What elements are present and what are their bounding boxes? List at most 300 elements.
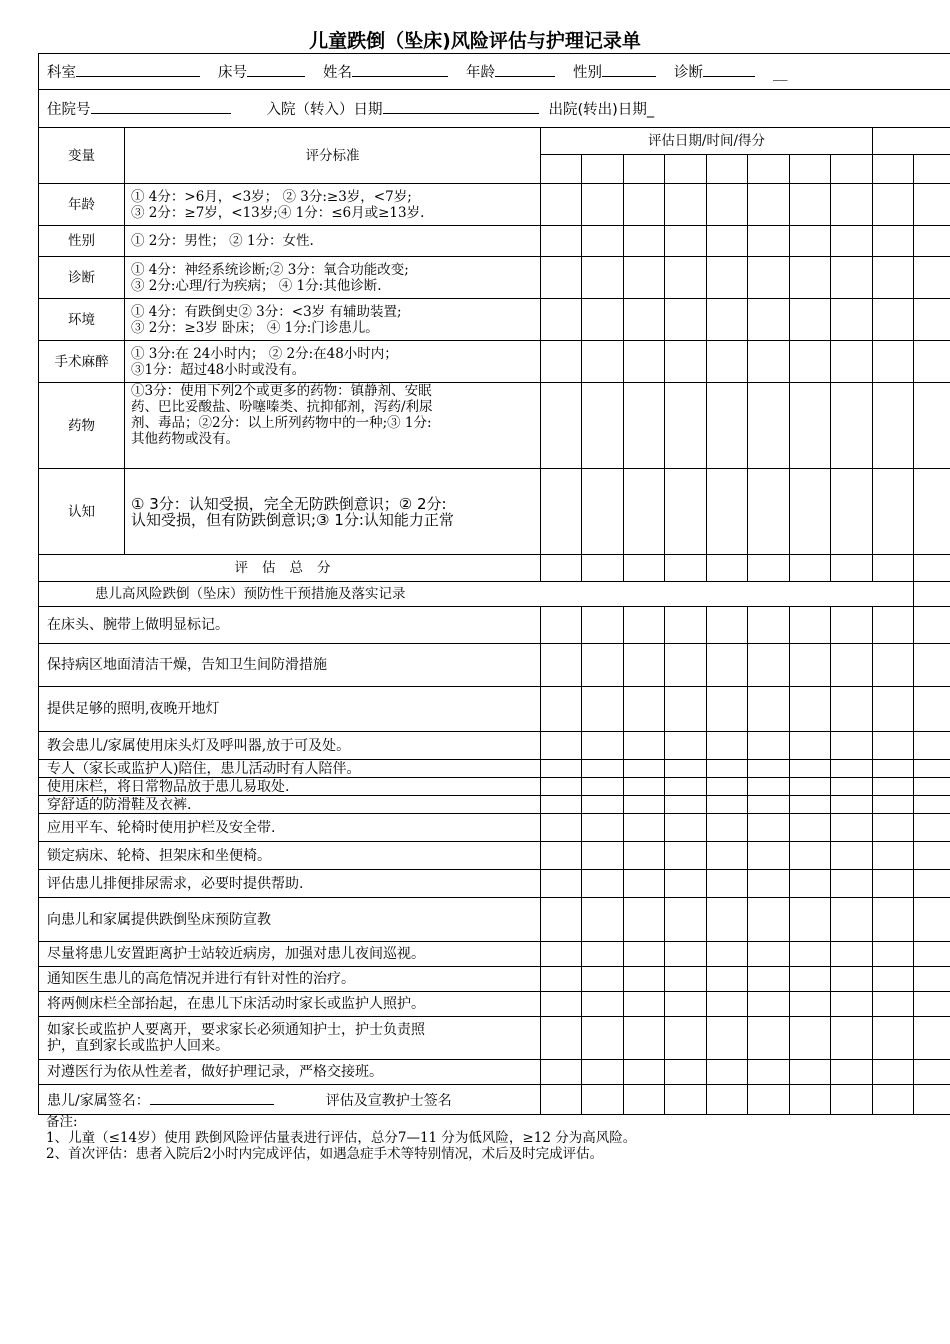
score-cell[interactable] [914, 842, 950, 870]
score-cell[interactable] [665, 644, 707, 687]
score-cell[interactable] [790, 607, 831, 644]
info-field-blank[interactable] [703, 63, 755, 77]
score-cell[interactable] [582, 870, 624, 898]
score-cell[interactable] [873, 607, 914, 644]
measure-row [39, 1017, 950, 1060]
score-cell[interactable] [582, 942, 624, 967]
score-cell[interactable] [873, 257, 914, 299]
score-cell[interactable] [707, 687, 748, 732]
header-variable [39, 128, 125, 184]
score-cell[interactable] [831, 942, 873, 967]
score-cell[interactable] [790, 796, 831, 814]
score-cell[interactable] [541, 1017, 582, 1060]
score-cell[interactable] [790, 383, 831, 469]
score-cell[interactable] [873, 778, 914, 796]
score-cell[interactable] [541, 644, 582, 687]
score-cell[interactable] [914, 299, 950, 341]
score-cell[interactable] [665, 778, 707, 796]
score-cell[interactable] [624, 1085, 665, 1115]
admission-no-label: 住院号 [47, 101, 91, 118]
score-cell[interactable] [541, 814, 582, 842]
info-field [573, 63, 656, 81]
score-cell[interactable] [831, 1060, 873, 1085]
score-cell[interactable] [624, 732, 665, 760]
score-cell[interactable] [873, 1085, 914, 1115]
score-cell[interactable] [707, 967, 748, 992]
score-cell[interactable] [831, 341, 873, 383]
score-cell[interactable] [541, 226, 582, 257]
score-cell[interactable] [873, 992, 914, 1017]
score-cell[interactable] [624, 842, 665, 870]
score-cell[interactable] [748, 341, 790, 383]
admission-no-blank[interactable] [91, 100, 231, 114]
score-cell[interactable] [873, 842, 914, 870]
score-cell[interactable] [873, 226, 914, 257]
measure-line: 专人（家长或监护人)陪住，患儿活动时有人陪伴。 [47, 760, 361, 777]
score-cell[interactable] [831, 992, 873, 1017]
score-cell[interactable] [541, 341, 582, 383]
score-cell[interactable] [748, 1085, 790, 1115]
score-cell[interactable] [748, 383, 790, 469]
score-cell[interactable] [831, 644, 873, 687]
score-cell[interactable] [914, 967, 950, 992]
score-cell[interactable] [873, 898, 914, 942]
score-cell[interactable] [748, 967, 790, 992]
score-cell[interactable] [748, 644, 790, 687]
score-cell[interactable] [665, 469, 707, 555]
score-cell[interactable] [831, 814, 873, 842]
score-cell[interactable] [790, 760, 831, 778]
score-cell[interactable] [541, 155, 582, 184]
score-cell[interactable] [914, 778, 950, 796]
info-field-blank[interactable] [602, 63, 656, 77]
variable-name [39, 383, 125, 469]
score-cell[interactable] [873, 796, 914, 814]
score-cell[interactable] [541, 778, 582, 796]
score-cell[interactable] [624, 257, 665, 299]
score-cell[interactable] [665, 1085, 707, 1115]
score-cell[interactable] [707, 299, 748, 341]
score-cell[interactable] [873, 299, 914, 341]
score-cell[interactable] [541, 383, 582, 469]
score-cell[interactable] [831, 226, 873, 257]
score-cell[interactable] [790, 1017, 831, 1060]
header-date-time-score [541, 128, 873, 155]
score-cell[interactable] [873, 870, 914, 898]
score-cell[interactable] [831, 870, 873, 898]
score-cell[interactable] [707, 732, 748, 760]
score-cell[interactable] [541, 607, 582, 644]
score-cell[interactable] [748, 469, 790, 555]
score-cell[interactable] [914, 644, 950, 687]
measures-header-blank [914, 582, 950, 607]
score-cell[interactable] [582, 1085, 624, 1115]
score-cell[interactable] [707, 898, 748, 942]
score-cell[interactable] [582, 299, 624, 341]
score-cell[interactable] [582, 555, 624, 582]
score-cell[interactable] [790, 687, 831, 732]
notes-title: 备注: [46, 1114, 78, 1130]
score-cell[interactable] [914, 687, 950, 732]
score-cell[interactable] [582, 469, 624, 555]
score-cell[interactable] [748, 732, 790, 760]
criteria-line: 药、巴比妥酸盐、吩噻嗪类、抗抑郁剂，泻药/利尿 [131, 399, 433, 415]
score-cell[interactable] [914, 870, 950, 898]
score-cell[interactable] [541, 842, 582, 870]
score-cell[interactable] [748, 607, 790, 644]
score-cell[interactable] [624, 644, 665, 687]
score-cell[interactable] [707, 760, 748, 778]
score-cell[interactable] [582, 644, 624, 687]
score-cell[interactable] [582, 814, 624, 842]
score-cell[interactable] [707, 226, 748, 257]
score-cell[interactable] [873, 1060, 914, 1085]
score-cell[interactable] [665, 1017, 707, 1060]
measure-line: 尽量将患儿安置距离护士站较近病房，加强对患儿夜间巡视。 [47, 946, 425, 962]
score-cell[interactable] [582, 732, 624, 760]
score-cell[interactable] [665, 555, 707, 582]
score-cell[interactable] [665, 942, 707, 967]
score-cell[interactable] [707, 1060, 748, 1085]
score-cell[interactable] [790, 469, 831, 555]
score-cell[interactable] [541, 992, 582, 1017]
score-cell[interactable] [748, 155, 790, 184]
score-cell[interactable] [873, 555, 914, 582]
score-cell[interactable] [665, 341, 707, 383]
score-cell[interactable] [665, 1060, 707, 1085]
score-cell[interactable] [707, 469, 748, 555]
score-cell[interactable] [665, 732, 707, 760]
score-cell[interactable] [748, 814, 790, 842]
score-cell[interactable] [790, 555, 831, 582]
score-cell[interactable] [914, 796, 950, 814]
score-cell[interactable] [541, 732, 582, 760]
score-cell[interactable] [665, 870, 707, 898]
variable-row [39, 469, 950, 555]
score-cell[interactable] [831, 1085, 873, 1115]
score-cell[interactable] [665, 299, 707, 341]
variable-criteria [125, 383, 541, 469]
score-cell[interactable] [624, 299, 665, 341]
score-cell[interactable] [748, 842, 790, 870]
score-cell[interactable] [707, 778, 748, 796]
info-field-blank[interactable] [76, 63, 200, 77]
score-cell[interactable] [873, 942, 914, 967]
score-cell[interactable] [582, 778, 624, 796]
score-cell[interactable] [914, 1060, 950, 1085]
score-cell[interactable] [873, 687, 914, 732]
measure-line: 如家长或监护人要离开，要求家长必须通知护士，护士负责照 [47, 1022, 425, 1038]
score-cell[interactable] [541, 870, 582, 898]
score-cell[interactable] [873, 341, 914, 383]
score-cell[interactable] [831, 383, 873, 469]
score-cell[interactable] [707, 555, 748, 582]
measure-text [39, 814, 541, 842]
score-cell[interactable] [541, 1060, 582, 1085]
measures-header-text: 患儿高风险跌倒（坠床）预防性干预措施及落实记录 [95, 586, 406, 602]
score-cell[interactable] [707, 155, 748, 184]
score-cell[interactable] [582, 184, 624, 226]
score-cell[interactable] [707, 257, 748, 299]
score-cell[interactable] [790, 992, 831, 1017]
score-cell[interactable] [665, 967, 707, 992]
score-cell[interactable] [624, 992, 665, 1017]
score-cell[interactable] [831, 469, 873, 555]
score-cell[interactable] [914, 732, 950, 760]
assessment-form [38, 53, 950, 1115]
score-cell[interactable] [624, 687, 665, 732]
score-cell[interactable] [582, 898, 624, 942]
score-cell[interactable] [831, 299, 873, 341]
score-cell[interactable] [707, 842, 748, 870]
score-cell[interactable] [914, 992, 950, 1017]
score-cell[interactable] [790, 226, 831, 257]
score-cell[interactable] [582, 687, 624, 732]
score-cell[interactable] [873, 469, 914, 555]
score-cell[interactable] [790, 732, 831, 760]
score-cell[interactable] [831, 842, 873, 870]
measure-row [39, 644, 950, 687]
score-cell[interactable] [914, 341, 950, 383]
score-cell[interactable] [873, 184, 914, 226]
score-cell[interactable] [665, 257, 707, 299]
patient-info-line-2 [39, 90, 950, 128]
info-field [218, 63, 305, 81]
score-cell[interactable] [873, 155, 914, 184]
score-cell[interactable] [582, 760, 624, 778]
score-cell[interactable] [914, 155, 950, 184]
score-cell[interactable] [748, 942, 790, 967]
score-cell[interactable] [790, 1060, 831, 1085]
score-cell[interactable] [914, 226, 950, 257]
score-cell[interactable] [665, 796, 707, 814]
score-cell[interactable] [541, 555, 582, 582]
score-cell[interactable] [541, 796, 582, 814]
score-cell[interactable] [541, 469, 582, 555]
score-cell[interactable] [541, 967, 582, 992]
info-field-blank[interactable] [495, 63, 555, 77]
score-cell[interactable] [873, 644, 914, 687]
score-cell[interactable] [541, 898, 582, 942]
score-cell[interactable] [665, 383, 707, 469]
score-cell[interactable] [748, 760, 790, 778]
score-cell[interactable] [748, 184, 790, 226]
family-signature-blank[interactable] [150, 1091, 274, 1105]
score-cell[interactable] [790, 184, 831, 226]
score-cell[interactable] [707, 607, 748, 644]
score-cell[interactable] [790, 967, 831, 992]
score-cell[interactable] [665, 155, 707, 184]
score-cell[interactable] [624, 814, 665, 842]
score-cell[interactable] [624, 898, 665, 942]
score-cell[interactable] [831, 155, 873, 184]
score-cell[interactable] [624, 155, 665, 184]
score-cell[interactable] [873, 814, 914, 842]
score-cell[interactable] [582, 257, 624, 299]
score-cell[interactable] [831, 555, 873, 582]
score-cell[interactable] [914, 814, 950, 842]
score-cell[interactable] [790, 644, 831, 687]
score-cell[interactable] [624, 1060, 665, 1085]
score-cell[interactable] [914, 1017, 950, 1060]
score-cell[interactable] [914, 184, 950, 226]
variable-name [39, 184, 125, 226]
score-cell[interactable] [624, 778, 665, 796]
score-cell[interactable] [624, 796, 665, 814]
score-cell[interactable] [707, 814, 748, 842]
score-cell[interactable] [790, 942, 831, 967]
score-cell[interactable] [541, 1085, 582, 1115]
score-cell[interactable] [624, 555, 665, 582]
score-cell[interactable] [707, 644, 748, 687]
score-cell[interactable] [665, 687, 707, 732]
score-cell[interactable] [624, 607, 665, 644]
score-cell[interactable] [914, 760, 950, 778]
score-cell[interactable] [582, 992, 624, 1017]
score-cell[interactable] [748, 555, 790, 582]
score-cell[interactable] [582, 226, 624, 257]
score-cell[interactable] [831, 184, 873, 226]
score-cell[interactable] [748, 687, 790, 732]
score-cell[interactable] [831, 796, 873, 814]
score-cell[interactable] [624, 383, 665, 469]
score-cell[interactable] [541, 687, 582, 732]
score-cell[interactable] [873, 1017, 914, 1060]
score-cell[interactable] [914, 555, 950, 582]
score-cell[interactable] [914, 383, 950, 469]
score-cell[interactable] [748, 898, 790, 942]
score-cell[interactable] [790, 299, 831, 341]
score-cell[interactable] [748, 257, 790, 299]
score-cell[interactable] [831, 898, 873, 942]
score-cell[interactable] [582, 341, 624, 383]
score-cell[interactable] [582, 607, 624, 644]
score-cell[interactable] [707, 942, 748, 967]
score-cell[interactable] [831, 687, 873, 732]
score-cell[interactable] [914, 1085, 950, 1115]
score-cell[interactable] [914, 607, 950, 644]
score-cell[interactable] [541, 257, 582, 299]
measure-text [39, 687, 541, 732]
score-cell[interactable] [790, 155, 831, 184]
score-cell[interactable] [790, 1085, 831, 1115]
score-cell[interactable] [790, 341, 831, 383]
score-cell[interactable] [748, 992, 790, 1017]
score-cell[interactable] [665, 607, 707, 644]
score-cell[interactable] [748, 226, 790, 257]
score-cell[interactable] [914, 257, 950, 299]
score-cell[interactable] [582, 796, 624, 814]
score-cell[interactable] [541, 942, 582, 967]
total-score-label [39, 555, 541, 582]
score-cell[interactable] [790, 778, 831, 796]
admit-date-blank[interactable] [383, 100, 539, 114]
score-cell[interactable] [707, 341, 748, 383]
score-cell[interactable] [541, 299, 582, 341]
score-cell[interactable] [873, 967, 914, 992]
score-cell[interactable] [831, 760, 873, 778]
score-cell[interactable] [914, 898, 950, 942]
score-cell[interactable] [707, 992, 748, 1017]
score-cell[interactable] [707, 184, 748, 226]
score-cell[interactable] [582, 1060, 624, 1085]
score-cell[interactable] [790, 257, 831, 299]
measure-row [39, 760, 950, 778]
criteria-line: 其他药物或没有。 [131, 431, 239, 447]
score-cell[interactable] [624, 1017, 665, 1060]
score-cell[interactable] [707, 870, 748, 898]
score-cell[interactable] [624, 341, 665, 383]
score-cell[interactable] [831, 778, 873, 796]
score-cell[interactable] [873, 760, 914, 778]
score-cell[interactable] [582, 967, 624, 992]
score-cell[interactable] [624, 967, 665, 992]
score-cell[interactable] [665, 814, 707, 842]
score-cell[interactable] [831, 257, 873, 299]
score-cell[interactable] [914, 942, 950, 967]
score-cell[interactable] [914, 469, 950, 555]
score-cell[interactable] [582, 383, 624, 469]
score-cell[interactable] [831, 607, 873, 644]
score-cell[interactable] [748, 1060, 790, 1085]
score-cell[interactable] [831, 732, 873, 760]
score-cell[interactable] [748, 796, 790, 814]
info-field-blank[interactable] [352, 63, 448, 77]
score-cell[interactable] [541, 184, 582, 226]
score-cell[interactable] [790, 898, 831, 942]
variable-name-label: 环境 [68, 311, 95, 328]
score-cell[interactable] [624, 184, 665, 226]
score-cell[interactable] [707, 383, 748, 469]
header-blank-cell [873, 128, 950, 155]
score-cell[interactable] [707, 796, 748, 814]
score-cell[interactable] [790, 870, 831, 898]
score-cell[interactable] [665, 842, 707, 870]
variable-criteria [125, 469, 541, 555]
score-cell[interactable] [748, 1017, 790, 1060]
score-cell[interactable] [624, 469, 665, 555]
score-cell[interactable] [624, 870, 665, 898]
score-cell[interactable] [665, 760, 707, 778]
score-cell[interactable] [665, 992, 707, 1017]
score-cell[interactable] [748, 778, 790, 796]
score-cell[interactable] [582, 842, 624, 870]
score-cell[interactable] [624, 760, 665, 778]
score-cell[interactable] [624, 942, 665, 967]
score-cell[interactable] [665, 898, 707, 942]
score-cell[interactable] [873, 383, 914, 469]
score-cell[interactable] [873, 732, 914, 760]
score-cell[interactable] [790, 842, 831, 870]
score-cell[interactable] [831, 967, 873, 992]
score-cell[interactable] [748, 299, 790, 341]
info-field-blank[interactable] [247, 63, 305, 77]
score-cell[interactable] [665, 184, 707, 226]
measure-text [39, 942, 541, 967]
variable-row [39, 383, 950, 469]
score-cell[interactable] [790, 814, 831, 842]
score-cell[interactable] [541, 760, 582, 778]
score-cell[interactable] [831, 1017, 873, 1060]
total-score-text: 评估总分 [234, 560, 345, 576]
score-cell[interactable] [665, 226, 707, 257]
score-cell[interactable] [707, 1017, 748, 1060]
score-cell[interactable] [748, 870, 790, 898]
score-cell[interactable] [624, 226, 665, 257]
score-cell[interactable] [707, 1085, 748, 1115]
score-cell[interactable] [582, 155, 624, 184]
score-cell[interactable] [582, 1017, 624, 1060]
